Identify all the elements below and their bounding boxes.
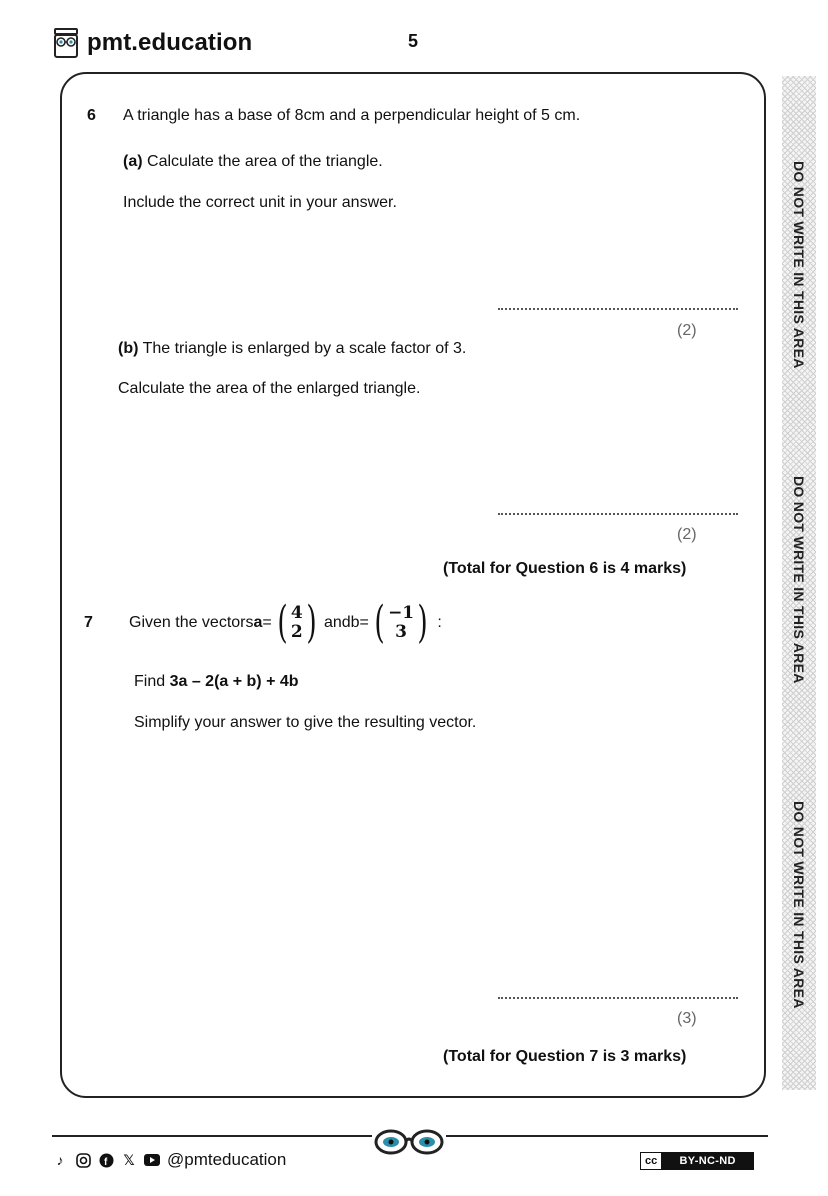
- stem-text: Given the vectors: [129, 614, 254, 631]
- equals-sign: =: [262, 614, 272, 631]
- part-text: Calculate the area of the triangle.: [142, 153, 383, 170]
- cc-icon: cc: [641, 1153, 662, 1169]
- question-number: 7: [84, 614, 93, 631]
- margin-warning: DO NOT WRITE IN THIS AREA: [791, 161, 807, 369]
- youtube-icon[interactable]: [144, 1152, 160, 1168]
- and-text: and: [323, 614, 351, 631]
- brand-name: pmt.education: [87, 29, 253, 56]
- instruction: Simplify your answer to give the resulting vector.: [134, 714, 477, 731]
- vector-b-x: −1: [388, 603, 415, 623]
- license-badge: [640, 1152, 754, 1170]
- vector-b: ( −1 3 ): [374, 597, 428, 648]
- page-number: 5: [408, 31, 419, 51]
- part-a-prompt: [123, 153, 383, 171]
- tiktok-icon[interactable]: ♪: [56, 1152, 64, 1168]
- facebook-icon[interactable]: [98, 1152, 114, 1168]
- equals-sign: =: [359, 614, 369, 631]
- vector-a-x: 4: [290, 603, 303, 623]
- question-total: (Total for Question 7 is 3 marks): [443, 1048, 687, 1065]
- question-total: (Total for Question 6 is 4 marks): [443, 560, 687, 577]
- glasses-logo-icon: [372, 1126, 446, 1156]
- pmt-logo-icon: [52, 27, 80, 59]
- find-prompt: [134, 673, 299, 691]
- marks-label: (2): [677, 322, 697, 339]
- find-expression: 3a – 2(a + b) + 4b: [169, 673, 299, 690]
- svg-text:f: f: [103, 1156, 107, 1168]
- vector-b-y: 3: [395, 622, 408, 642]
- question-stem: A triangle has a base of 8cm and a perpendicular height of 5 cm.: [123, 107, 581, 124]
- answer-line[interactable]: [498, 513, 738, 515]
- part-label: (a): [123, 153, 143, 170]
- vector-definition: [129, 598, 442, 648]
- margin-warning: DO NOT WRITE IN THIS AREA: [791, 801, 807, 1009]
- instagram-icon[interactable]: [75, 1152, 91, 1168]
- part-b-prompt: [118, 340, 466, 358]
- license-text: BY-NC-ND: [662, 1153, 753, 1169]
- answer-line[interactable]: [498, 997, 738, 999]
- find-text: Find: [134, 673, 170, 690]
- question-number: 6: [87, 107, 96, 124]
- part-a-note: Include the correct unit in your answer.: [123, 194, 397, 211]
- social-handle[interactable]: @pmteducation: [167, 1150, 287, 1169]
- margin-warning: DO NOT WRITE IN THIS AREA: [791, 476, 807, 684]
- vector-a: ( 4 2 ): [277, 597, 317, 648]
- vector-a-name: a: [253, 614, 263, 631]
- colon: :: [437, 614, 442, 631]
- part-b-note: Calculate the area of the enlarged triangle.: [118, 380, 421, 397]
- marks-label: (2): [677, 526, 697, 543]
- marks-label: (3): [677, 1010, 697, 1027]
- vector-a-y: 2: [290, 622, 303, 642]
- x-icon[interactable]: 𝕏: [123, 1151, 135, 1168]
- vector-b-name: b: [350, 614, 360, 631]
- part-text: The triangle is enlarged by a scale factor of 3.: [138, 340, 467, 357]
- answer-line[interactable]: [498, 308, 738, 310]
- question-panel: [60, 72, 766, 1098]
- social-links: [52, 1150, 286, 1170]
- part-label: (b): [118, 340, 139, 357]
